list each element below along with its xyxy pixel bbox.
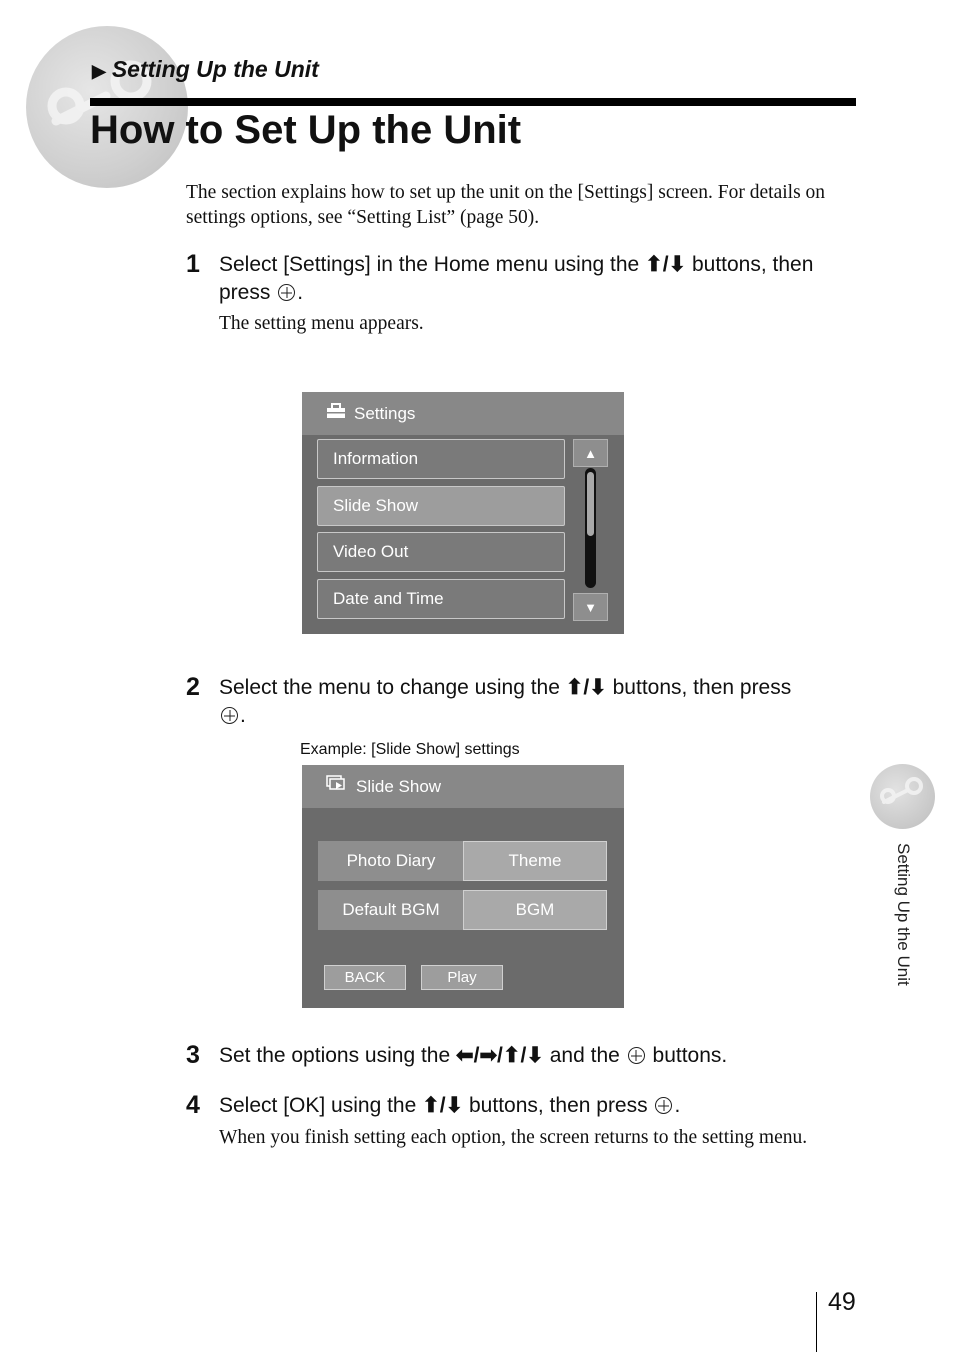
step-3-text-mid: and the: [549, 1044, 620, 1067]
option-label-photo-diary: Photo Diary: [318, 841, 464, 881]
slide-show-screen: [302, 765, 624, 1008]
step-4-number: 4: [186, 1091, 200, 1119]
gear-logo-circle: [26, 26, 188, 188]
section-label-text: Setting Up the Unit: [111, 56, 319, 82]
menu-item-label: Slide Show: [333, 496, 419, 515]
option-value-bgm-button[interactable]: BGM: [463, 890, 607, 930]
step-4-text: [219, 1092, 869, 1120]
menu-item-label: Video Out: [333, 542, 409, 561]
menu-item-slide-show[interactable]: [317, 486, 565, 526]
play-arrow-icon: ▶: [92, 61, 106, 81]
step-2-text: [219, 674, 869, 730]
enter-button-icon: [278, 284, 295, 301]
up-down-arrows-icon: ⬆/⬇: [565, 676, 607, 699]
step-2-line2-end: .: [240, 704, 246, 727]
direction-arrows-icon: ⬅/➡/⬆/⬇: [456, 1044, 544, 1067]
page-title: How to Set Up the Unit: [90, 108, 522, 152]
scroll-down-button[interactable]: [573, 593, 608, 621]
intro-paragraph: The section explains how to set up the unit on the [Settings] screen. For details on settings options, see “Setting List” (page 50).: [186, 182, 826, 228]
step-2-line1-end: buttons, then press: [612, 676, 792, 699]
toolbox-icon: [326, 403, 346, 424]
slide-show-screen-header: [302, 765, 624, 808]
back-button[interactable]: BACK: [324, 965, 406, 990]
side-gear-icon: [870, 764, 935, 829]
scroll-up-button[interactable]: [573, 439, 608, 467]
scroll-up-icon: ▲: [584, 445, 597, 461]
slide-show-screen-title: Slide Show: [356, 776, 442, 796]
slideshow-icon: [326, 775, 348, 798]
step-1-line1-end: buttons, then: [691, 253, 814, 276]
wrench-gear-icon: [26, 26, 188, 188]
play-button[interactable]: Play: [421, 965, 503, 990]
settings-screen-title: Settings: [354, 403, 416, 423]
option-label-default-bgm: Default BGM: [318, 890, 464, 930]
menu-item-label: Information: [333, 449, 419, 468]
step-4-text-start: Select [OK] using the: [219, 1094, 417, 1117]
enter-button-icon: [628, 1047, 645, 1064]
menu-item-label: Date and Time: [333, 589, 444, 608]
menu-item-video-out[interactable]: [317, 532, 565, 572]
enter-button-icon: [655, 1097, 672, 1114]
step-2-number: 2: [186, 673, 200, 701]
scroll-down-icon: ▼: [584, 599, 597, 615]
settings-screen: [302, 392, 624, 634]
step-4-sub: When you finish setting each option, the screen returns to the setting menu.: [219, 1127, 808, 1148]
option-value-theme-button[interactable]: Theme: [463, 841, 607, 881]
scrollbar-thumb[interactable]: [587, 472, 594, 536]
section-label: [92, 56, 319, 83]
enter-button-icon: [221, 707, 238, 724]
step-4-text-end: buttons, then press: [469, 1094, 648, 1117]
menu-item-date-and-time[interactable]: [317, 579, 565, 619]
title-rule: [90, 98, 856, 106]
step-3-text-end: buttons.: [652, 1044, 728, 1067]
step-1-number: 1: [186, 250, 200, 278]
step-1-line2: press: [219, 281, 271, 304]
step-4-text-tail: .: [674, 1094, 681, 1117]
side-tab-label: Setting Up the Unit: [894, 843, 913, 986]
page-number-divider: [816, 1292, 817, 1352]
step-3-text: [219, 1042, 869, 1070]
step-1-sub: The setting menu appears.: [219, 313, 424, 334]
step-3-text-start: Set the options using the: [219, 1044, 451, 1067]
step-1-text: [219, 251, 869, 307]
page-number: 49: [828, 1288, 856, 1316]
step-3-number: 3: [186, 1041, 200, 1069]
step-1-line2-end: .: [297, 281, 304, 304]
up-down-arrows-icon: ⬆/⬇: [645, 253, 687, 276]
example-caption: Example: [Slide Show] settings: [300, 741, 520, 758]
step-2-line1: Select the menu to change using the: [219, 676, 560, 699]
up-down-arrows-icon: ⬆/⬇: [422, 1094, 464, 1117]
menu-item-information[interactable]: [317, 439, 565, 479]
settings-screen-header: [302, 392, 624, 435]
step-1-line1: Select [Settings] in the Home menu using the: [219, 253, 640, 276]
